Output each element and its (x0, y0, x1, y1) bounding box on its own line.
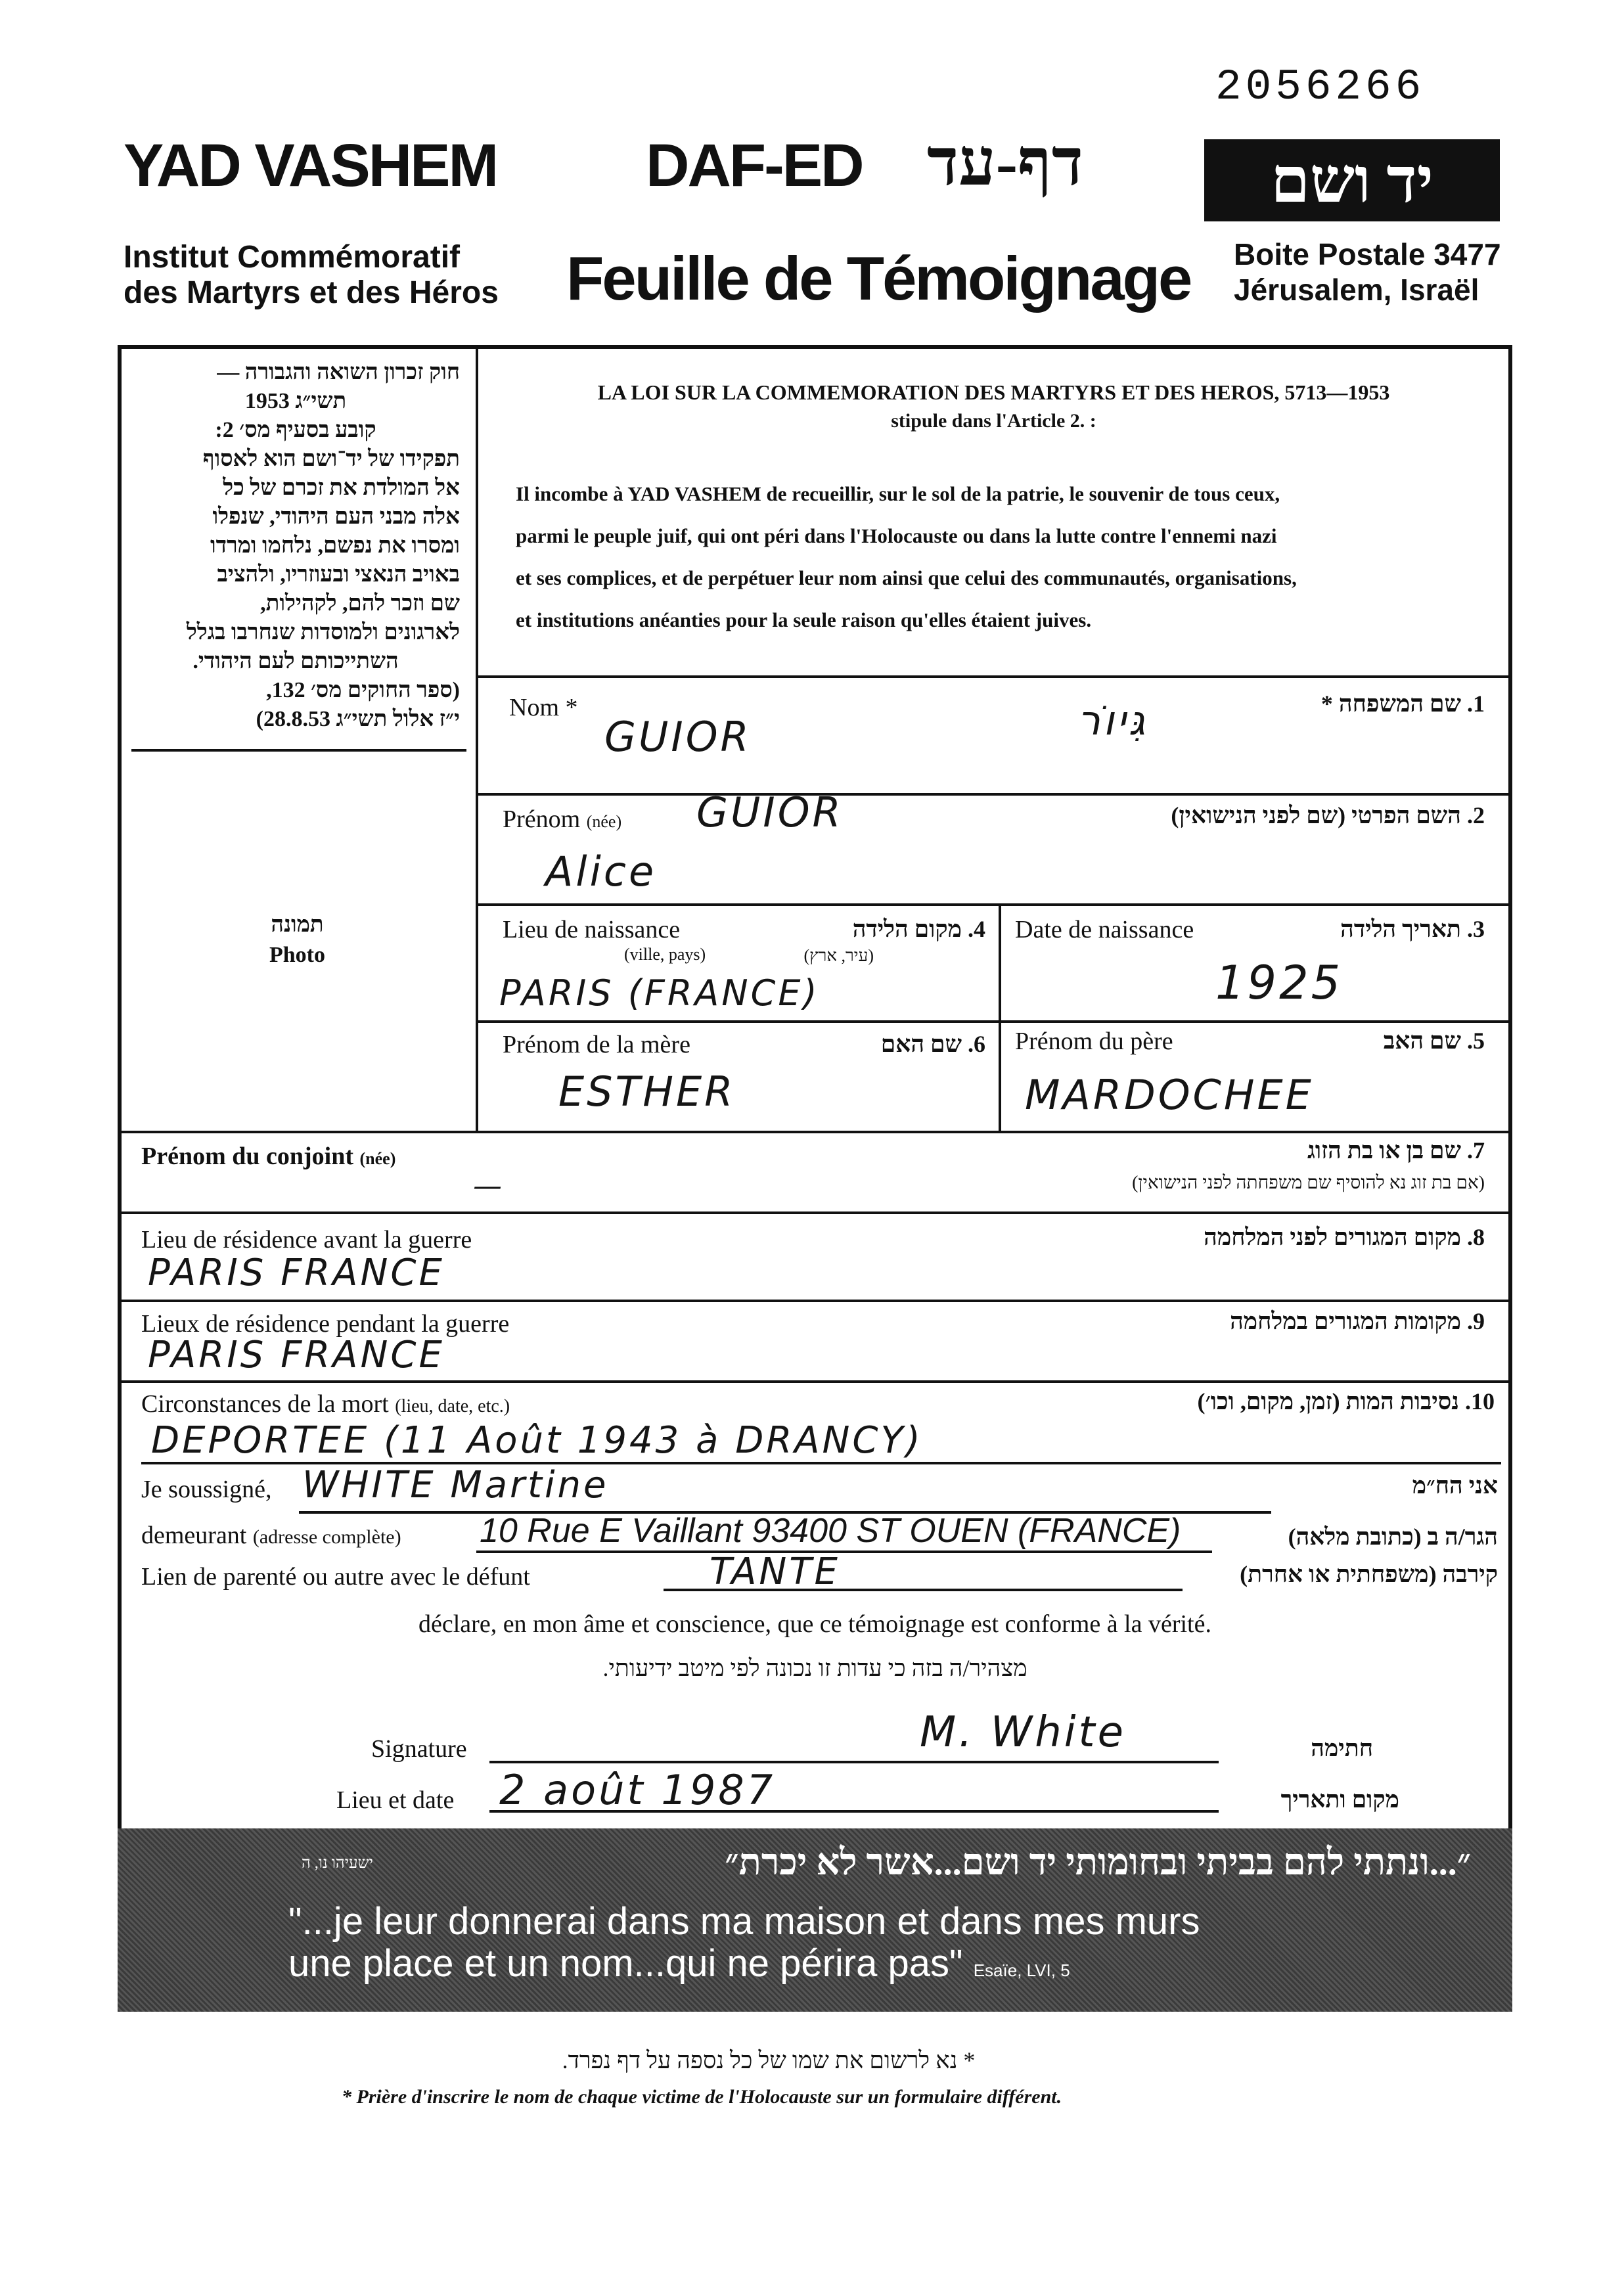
residence-pendant-field[interactable]: PARIS FRANCE (148, 1334, 445, 1376)
prenom-field[interactable]: Alice (545, 848, 657, 895)
law-french-subtitle: stipule dans l'Article 2. : (891, 410, 1096, 432)
lieu-date-label-hebrew: מקום ותאריך (1280, 1786, 1399, 1813)
org-name: YAD VASHEM (124, 132, 497, 199)
residence-pendant-label-hebrew: 9. מקומות המגורים במלחמה (1230, 1308, 1485, 1334)
prenom-label-hebrew: 2. השם הפרטי (שם לפני הנישואין) (1171, 802, 1485, 828)
nom-field-hebrew[interactable]: גִּיוֹר (1077, 696, 1148, 744)
institute-line-2: des Martyrs et des Héros (124, 275, 499, 310)
declaration-text: déclare, en mon âme et conscience, que ce témoignage est conforme à la vérité. (418, 1610, 1211, 1638)
prenom-maiden-field[interactable]: GUIOR (696, 788, 844, 836)
residence-avant-label: Lieu de résidence avant la guerre (141, 1226, 472, 1254)
law-hebrew-line: תפקידו של יד־ושם הוא לאסוף (202, 447, 460, 471)
form-name-hebrew: דף-עד (927, 126, 1083, 199)
divider (118, 1300, 1512, 1302)
banner-ref-hebrew: ישעיהו נו, ה (302, 1855, 373, 1872)
law-hebrew-line: תשי״ג 1953 (244, 389, 347, 413)
conjoint-label-text: Prénom du conjoint (141, 1143, 353, 1170)
law-french-line: et institutions anéanties pour la seule raison qu'elles étaient juives. (516, 608, 1092, 631)
prenom-label-sub: (née) (586, 812, 622, 831)
law-hebrew-line: (ספר החוקים מס׳ 132, (266, 678, 460, 702)
signature-label: Signature (371, 1735, 467, 1763)
law-hebrew-line: קובע בסעיף מס׳ 2: (215, 418, 376, 442)
divider (131, 749, 466, 752)
law-french-line: et ses complices, et de perpétuer leur nom ainsi que celui des communautés, organisations, (516, 566, 1297, 589)
footnote: * Prière d'inscrire le nom de chaque victime de l'Holocauste sur un formulaire différent. (342, 2086, 1062, 2108)
prenom-pere-label: Prénom du père (1015, 1028, 1173, 1055)
institute-name (124, 240, 499, 311)
record-number: 2056266 (1215, 62, 1426, 112)
law-hebrew-line: י״ז אלול תשי״ג 28.8.53) (256, 707, 460, 731)
lieu-naissance-field[interactable]: PARIS (FRANCE) (499, 972, 820, 1014)
residence-avant-label-hebrew: 8. מקום המגורים לפני המלחמה (1204, 1224, 1485, 1250)
soussigne-field[interactable]: WHITE Martine (302, 1464, 609, 1506)
signature-label-hebrew: חתימה (1311, 1735, 1373, 1761)
lieu-date-label: Lieu et date (336, 1786, 455, 1814)
divider (477, 1020, 1512, 1023)
conjoint-label-sub: (née) (359, 1149, 396, 1168)
circonstances-label-sub: (lieu, date, etc.) (395, 1396, 510, 1416)
divider (118, 1380, 1512, 1383)
law-hebrew-line: אלה מבני העם היהודי, שנפלו (212, 505, 460, 529)
photo-label-hebrew: תמונה (271, 913, 324, 937)
residence-pendant-label: Lieux de résidence pendant la guerre (141, 1310, 510, 1338)
lien-label: Lien de parenté ou autre avec le défunt (141, 1563, 530, 1591)
lien-label-hebrew: קירבה (משפחתית או אחרת) (1240, 1561, 1498, 1587)
circonstances-label-text: Circonstances de la mort (141, 1390, 389, 1418)
prenom-label-text: Prénom (503, 805, 581, 833)
soussigne-label: Je soussigné, (141, 1476, 272, 1503)
demeurant-label-text: demeurant (141, 1522, 247, 1549)
law-hebrew-line: באויב הנאצי ובעוזריו, ולהציב (217, 562, 460, 587)
lieu-naissance-label: Lieu de naissance (503, 916, 681, 943)
divider (118, 1211, 1512, 1214)
banner-line-1: "...je leur donnerai dans ma maison et dans mes murs (288, 1900, 1200, 1943)
law-hebrew-line: שם וזכר להם, לקהילות, (260, 591, 460, 616)
form-name: DAF-ED (646, 132, 863, 199)
conjoint-label-hebrew: 7. שם בן או בת הזוג (1307, 1137, 1485, 1164)
date-naissance-label-hebrew: 3. תאריך הלידה (1340, 916, 1485, 942)
law-french-line: parmi le peuple juif, qui ont péri dans l'Holocauste ou dans la lutte contre l'ennemi nazi (516, 524, 1277, 547)
law-hebrew-line: חוק זכרון השואה והגבורה — (217, 360, 460, 384)
law-hebrew-line: השתייכותם לעם היהודי. (192, 649, 399, 673)
address-line-2: Jérusalem, Israël (1234, 273, 1479, 307)
law-french-body (516, 473, 1481, 641)
law-french-line: Il incombe à YAD VASHEM de recueillir, sur le sol de la patrie, le souvenir de tous ceux, (516, 482, 1280, 505)
lien-field[interactable]: TANTE (710, 1551, 840, 1593)
banner-line-2: une place et un nom...qui ne périra pas" (288, 1942, 963, 1985)
law-hebrew-line: אל המולדת את זכרם של כל (223, 476, 460, 500)
form-title: Feuille de Témoignage (566, 244, 1191, 313)
law-hebrew-line: לארגונים ולמוסדות שנחרבו בגלל (186, 620, 460, 645)
quote-banner (118, 1828, 1512, 2012)
lieu-naissance-label-hebrew: 4. מקום הלידה (852, 916, 985, 942)
divider (999, 903, 1001, 1131)
circonstances-label (141, 1390, 510, 1418)
conjoint-field[interactable]: — (473, 1169, 505, 1203)
prenom-mere-label: Prénom de la mère (503, 1031, 690, 1058)
law-french-title: LA LOI SUR LA COMMEMORATION DES MARTYRS ET DES HEROS, 5713—1953 (597, 380, 1390, 404)
banner-ref: Esaïe, LVI, 5 (973, 1960, 1070, 1980)
demeurant-field[interactable]: 10 Rue E Vaillant 93400 ST OUEN (FRANCE) (480, 1512, 1181, 1550)
prenom-pere-label-hebrew: 5. שם האב (1383, 1028, 1485, 1054)
photo-label: Photo (269, 943, 325, 967)
postal-address (1234, 237, 1501, 307)
nom-field[interactable]: GUIOR (604, 713, 752, 761)
law-hebrew-text (131, 358, 460, 734)
declaration-text-hebrew: מצהיר/ה בזה כי עדות זו נכונה לפי מיטב ידיעותי. (602, 1655, 1027, 1681)
lieu-date-field[interactable]: 2 août 1987 (499, 1766, 776, 1814)
soussigne-label-hebrew: אני הח״מ (1412, 1472, 1498, 1499)
institute-line-1: Institut Commémoratif (124, 240, 461, 275)
prenom-mere-field[interactable]: ESTHER (558, 1068, 736, 1116)
demeurant-label (141, 1521, 401, 1550)
photo-area (118, 910, 477, 970)
banner-quote-hebrew: ״...ונתתי להם בביתי ובחומותי יד ושם...אשר לא יכרת״ (725, 1842, 1471, 1883)
nom-label: Nom * (509, 694, 578, 721)
divider (477, 903, 1512, 906)
divider (477, 793, 1512, 796)
signature-field[interactable]: M. White (920, 1708, 1126, 1757)
divider (476, 345, 478, 1132)
lieu-naissance-sub-hebrew: (עיר, ארץ) (803, 946, 874, 965)
law-hebrew-line: ומסרו את נפשם, נלחמו ומרדו (210, 533, 460, 558)
law-french (486, 378, 1501, 436)
nom-label-hebrew: 1. שם המשפחה * (1320, 691, 1485, 717)
demeurant-underline (476, 1551, 1212, 1553)
prenom-mere-label-hebrew: 6. שם האם (880, 1031, 985, 1057)
date-naissance-field[interactable]: 1925 (1215, 956, 1343, 1010)
divider (477, 675, 1512, 678)
yad-vashem-logo: יד ושם (1204, 139, 1500, 221)
address-line-1: Boite Postale 3477 (1234, 237, 1501, 271)
banner-quote-french (288, 1901, 1200, 1991)
prenom-label (503, 805, 621, 834)
date-naissance-label: Date de naissance (1015, 916, 1194, 943)
footnote-hebrew: * נא לרשום את שמו של כל נספה על דף נפרד. (562, 2047, 976, 2073)
circonstances-field[interactable]: DEPORTEE (11 Août 1943 à DRANCY) (151, 1419, 923, 1462)
demeurant-label-sub: (adresse complète) (252, 1526, 401, 1548)
circonstances-label-hebrew: 10. נסיבות המות (זמן, מקום, וכו׳) (1197, 1388, 1495, 1415)
demeurant-label-hebrew: הגר/ה ב (כתובת מלאה) (1288, 1524, 1498, 1550)
signature-underline[interactable] (489, 1761, 1219, 1763)
conjoint-label (141, 1142, 395, 1171)
lieu-naissance-sub: (ville, pays) (624, 945, 706, 964)
prenom-pere-field[interactable]: MARDOCHEE (1025, 1071, 1314, 1119)
residence-avant-field[interactable]: PARIS FRANCE (148, 1252, 445, 1294)
divider (118, 1131, 1512, 1133)
conjoint-sub-hebrew: (אם בת זוג נא להוסיף שם משפחתה לפני הנישואין) (1132, 1173, 1485, 1193)
